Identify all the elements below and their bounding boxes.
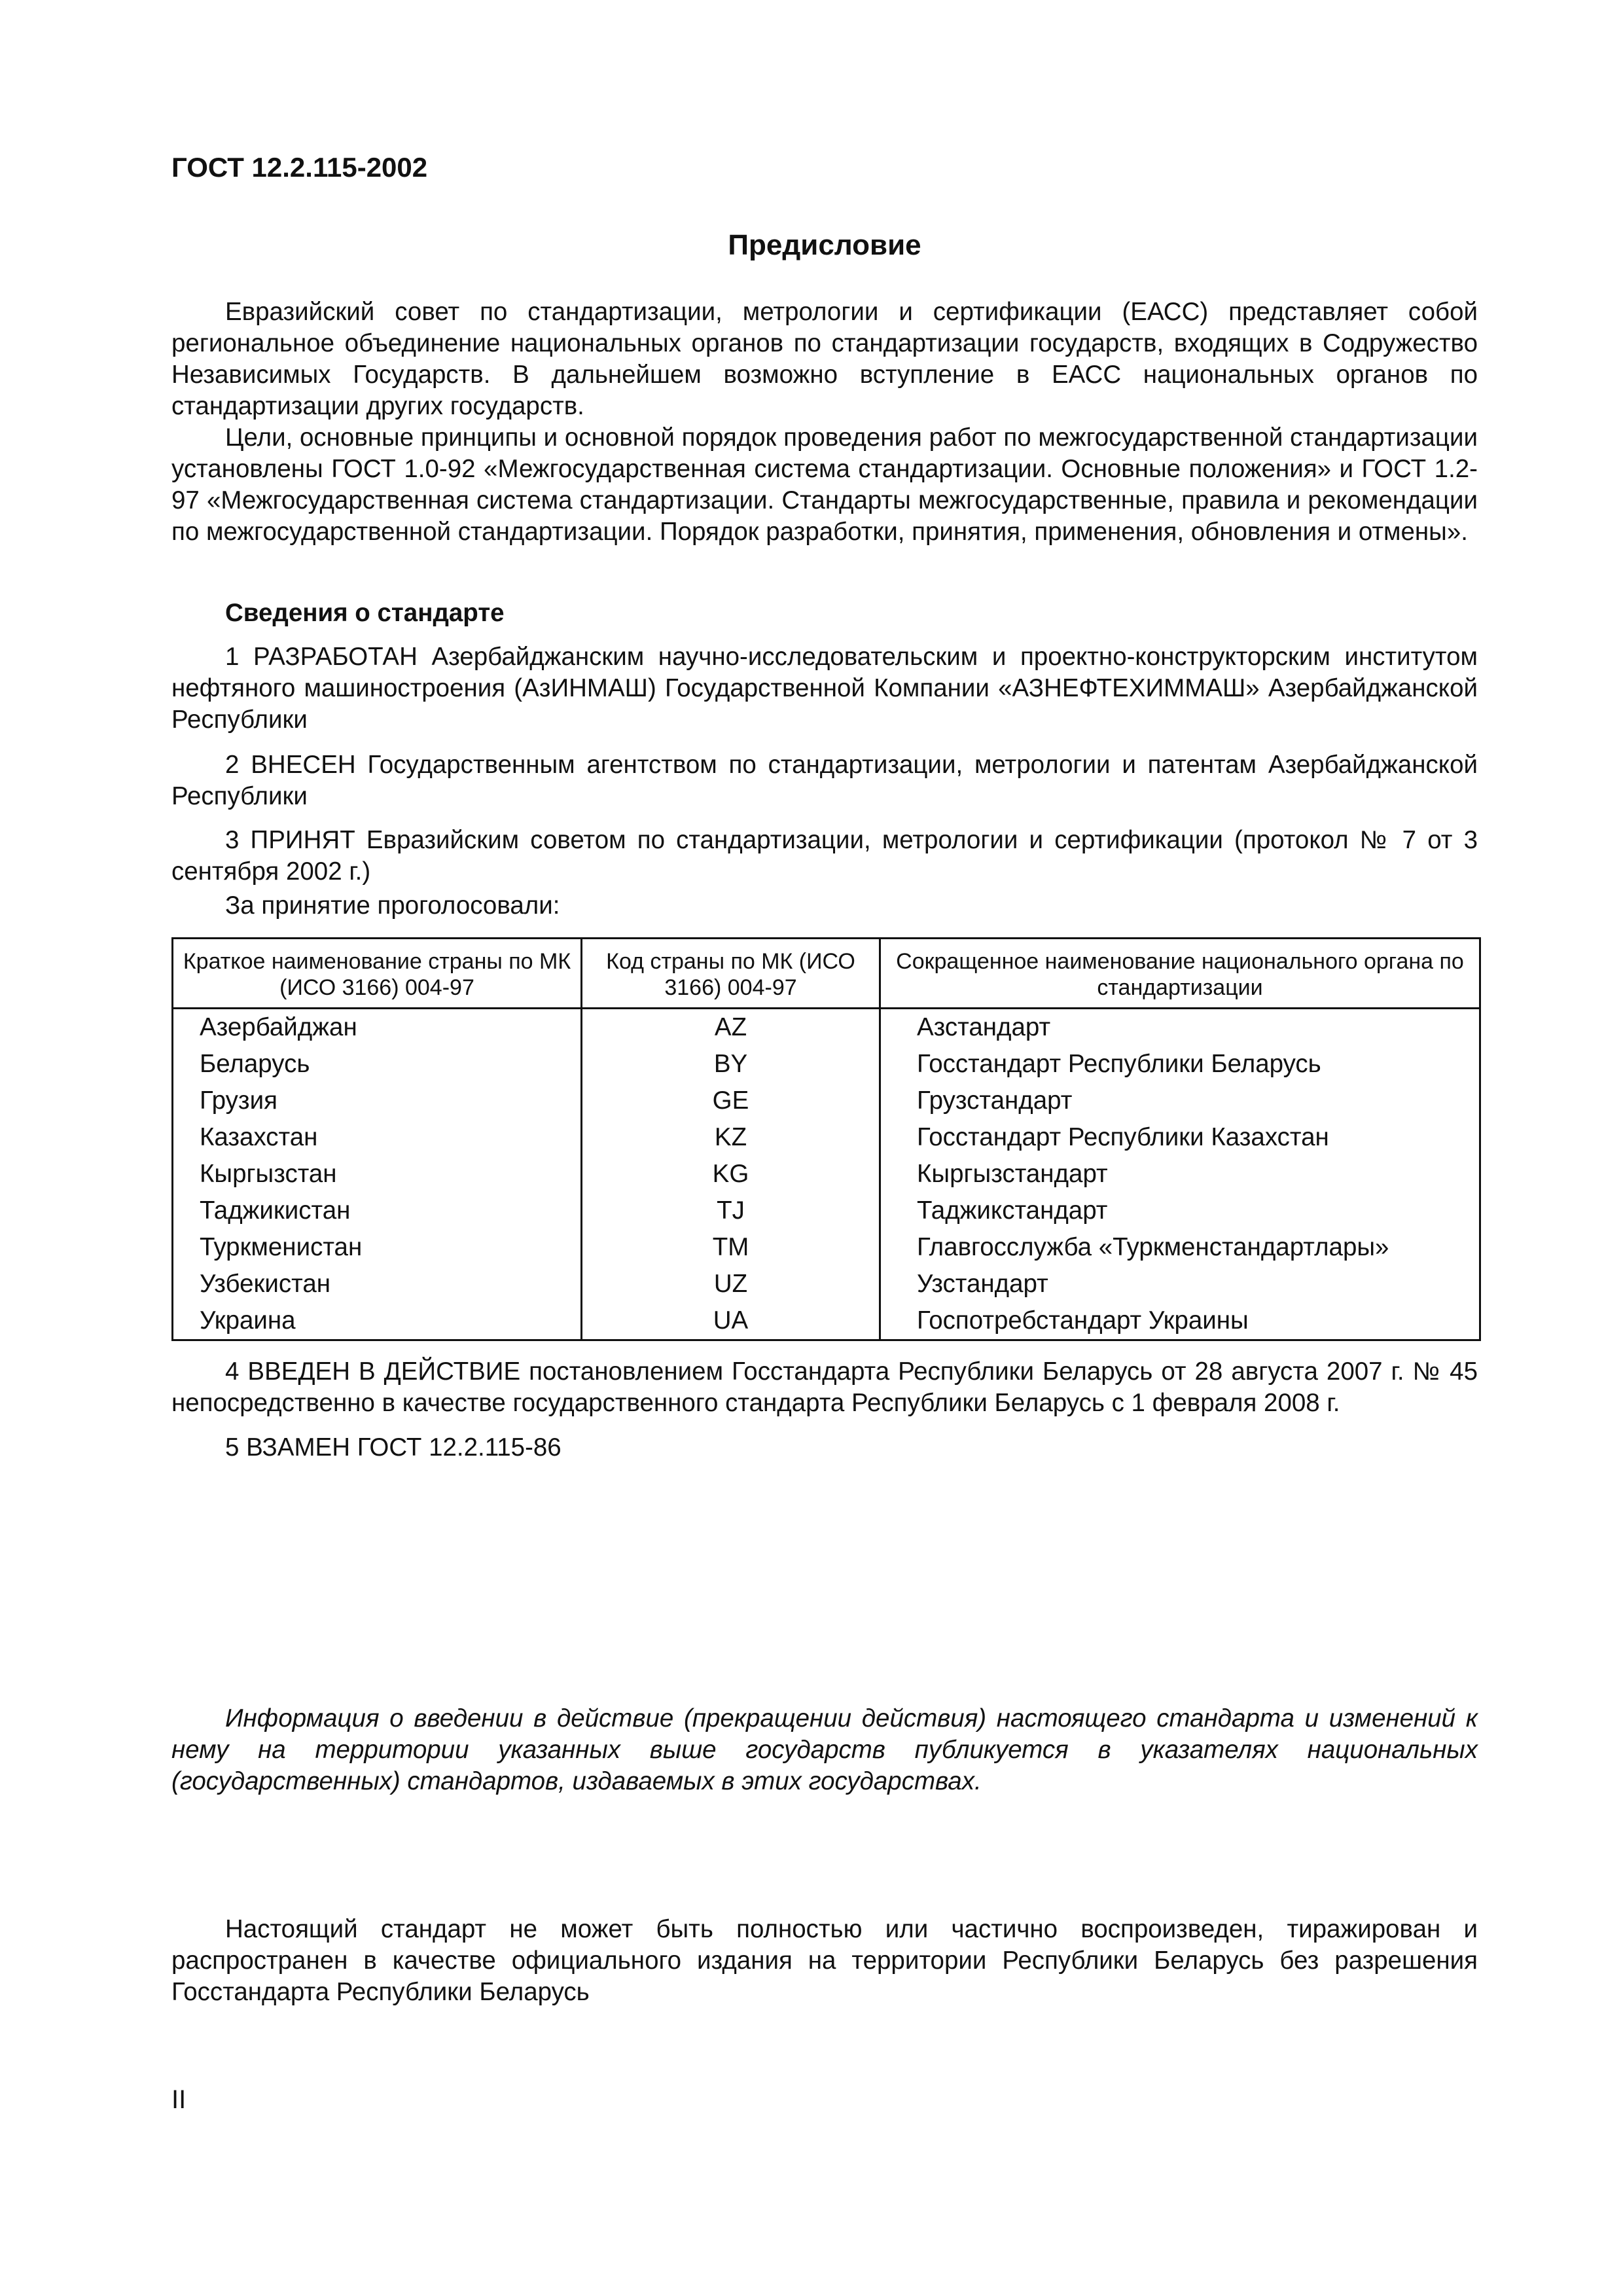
intro-section bbox=[171, 296, 1478, 548]
country-code: UA bbox=[582, 1302, 880, 1340]
page-title: Предисловие bbox=[728, 229, 921, 261]
item-5: 5 ВЗАМЕН ГОСТ 12.2.115-86 bbox=[225, 1433, 562, 1462]
header-country-code: Код страны по МК (ИСО 3166) 004-97 bbox=[582, 939, 880, 1009]
country-name: Кыргызстан bbox=[173, 1156, 582, 1193]
intro-paragraph-1: Евразийский совет по стандартизации, метрологии и сертификации (ЕАСС) представляет собой региональное объединение национальных органов по стандартизации государств, входящих в Содружество Независимых Государств. В дальнейшем возможно вступление в ЕАСС национальных органов по стандартизации других государств. bbox=[171, 298, 1478, 420]
section-heading: Сведения о стандарте bbox=[225, 599, 505, 627]
standards-body: Узстандарт bbox=[880, 1266, 1480, 1302]
country-code: TM bbox=[582, 1229, 880, 1266]
country-name: Казахстан bbox=[173, 1119, 582, 1156]
table-row bbox=[173, 1193, 1480, 1229]
table-row bbox=[173, 1266, 1480, 1302]
country-code: UZ bbox=[582, 1266, 880, 1302]
voting-table bbox=[171, 937, 1481, 1341]
standards-body: Госстандарт Республики Казахстан bbox=[880, 1119, 1480, 1156]
standards-body: Госстандарт Республики Беларусь bbox=[880, 1046, 1480, 1083]
country-code: TJ bbox=[582, 1193, 880, 1229]
country-code: GE bbox=[582, 1083, 880, 1119]
item-1: 1 РАЗРАБОТАН Азербайджанским научно-исследовательским и проектно-конструкторским институтом нефтяного машиностроения (АзИНМАШ) Государственной Компании «АЗНЕФТЕХИММАШ» Азербайджанской Республики bbox=[171, 643, 1478, 734]
item-3: 3 ПРИНЯТ Евразийским советом по стандартизации, метрологии и сертификации (протокол № 7 от 3 сентября 2002 г.) bbox=[171, 826, 1478, 886]
table-row bbox=[173, 1046, 1480, 1083]
country-name: Беларусь bbox=[173, 1046, 582, 1083]
country-code: BY bbox=[582, 1046, 880, 1083]
country-code: KZ bbox=[582, 1119, 880, 1156]
page-number: II bbox=[171, 2085, 187, 2114]
country-code: AZ bbox=[582, 1009, 880, 1047]
country-name: Таджикистан bbox=[173, 1193, 582, 1229]
header-standards-body: Сокращенное наименование национального органа по стандартизации bbox=[880, 939, 1480, 1009]
standards-body: Таджикстандарт bbox=[880, 1193, 1480, 1229]
table-row bbox=[173, 1156, 1480, 1193]
standards-body: Азстандарт bbox=[880, 1009, 1480, 1047]
standards-body: Грузстандарт bbox=[880, 1083, 1480, 1119]
intro-paragraph-2: Цели, основные принципы и основной порядок проведения работ по межгосударственной стандартизации установлены ГОСТ 1.0-92 «Межгосударственная система стандартизации. Основные положения» и ГОСТ 1.2-97 «Межгосударственная система стандартизации. Стандарты межгосударственные, правила и рекомендации по межгосударственной стандартизации. Порядок разработки, принятия, применения, обновления и отмены». bbox=[171, 423, 1478, 546]
table-row bbox=[173, 1119, 1480, 1156]
item-4: 4 ВВЕДЕН В ДЕЙСТВИЕ постановлением Госстандарта Республики Беларусь от 28 августа 2007 г. № 45 непосредственно в качестве государственного стандарта Республики Беларусь с 1 февраля 2008 г. bbox=[171, 1357, 1478, 1417]
country-name: Украина bbox=[173, 1302, 582, 1340]
country-name: Туркменистан bbox=[173, 1229, 582, 1266]
info-note: Информация о введении в действие (прекращении действия) настоящего стандарта и изменений к нему на территории указанных выше государств публикуется в указателях национальных (государственных) стандартов, издаваемых в этих государствах. bbox=[171, 1704, 1478, 1795]
header-country-name: Краткое наименование страны по МК (ИСО 3166) 004-97 bbox=[173, 939, 582, 1009]
document-header: ГОСТ 12.2.115-2002 bbox=[171, 152, 428, 183]
country-name: Грузия bbox=[173, 1083, 582, 1119]
country-code: KG bbox=[582, 1156, 880, 1193]
country-name: Азербайджан bbox=[173, 1009, 582, 1047]
standards-body: Главгосслужба «Туркменстандартлары» bbox=[880, 1229, 1480, 1266]
table-row bbox=[173, 1302, 1480, 1340]
copyright-note: Настоящий стандарт не может быть полностью или частично воспроизведен, тиражирован и распространен в качестве официального издания на территории Республики Беларусь без разрешения Госстандарта Республики Беларусь bbox=[171, 1915, 1478, 2006]
table-row bbox=[173, 1009, 1480, 1047]
table-row bbox=[173, 1083, 1480, 1119]
item-2: 2 ВНЕСЕН Государственным агентством по стандартизации, метрологии и патентам Азербайджанской Республики bbox=[171, 751, 1478, 810]
country-name: Узбекистан bbox=[173, 1266, 582, 1302]
table-row bbox=[173, 1229, 1480, 1266]
vote-label: За принятие проголосовали: bbox=[225, 891, 560, 920]
standards-body: Кыргызстандарт bbox=[880, 1156, 1480, 1193]
table-header-row bbox=[173, 939, 1480, 1009]
standards-body: Госпотребстандарт Украины bbox=[880, 1302, 1480, 1340]
